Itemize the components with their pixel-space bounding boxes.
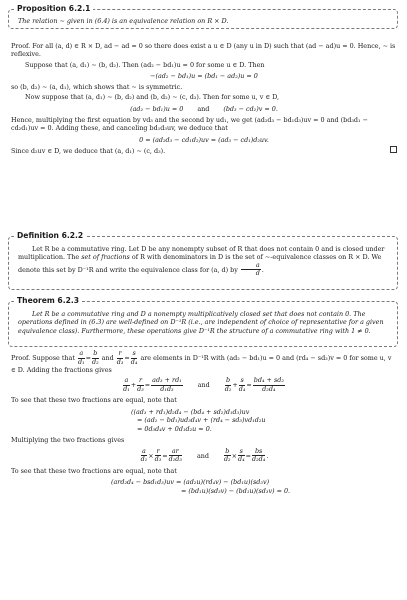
fraction-numerator: a: [241, 262, 261, 271]
equals-sign: =: [246, 381, 252, 390]
proposition-title: Proposition 6.2.1: [14, 4, 93, 14]
times-sign: ×: [231, 451, 237, 460]
equation-transitive-a: (ad₂ − bd₁)u = 0: [130, 104, 184, 113]
definition-text-part2: of R with denominators in D is the set of ∼-equivalence classes on R × D. We denote this set by D⁻¹R and write the equivalence class for (a, d) by: [18, 253, 382, 274]
frac-den: d₃: [154, 455, 162, 464]
fraction-s-d4: [131, 350, 138, 366]
frac-den: d₁: [123, 384, 130, 393]
proof1-conclusion: [11, 147, 397, 155]
plus-sign: +: [232, 381, 238, 390]
frac-num: a: [142, 446, 146, 455]
frac-den: d₁d₃: [168, 455, 182, 464]
theorem-title: Theorem 6.2.3: [14, 296, 82, 306]
proof1-multiply-text: Hence, multiplying the first equation by vd₃ and the second by ud₁, we get (ad₂d₃ − bd₁d₃)uv = 0 and (bd₃d₁ − cd₂d₁)uv = 0. Adding these, and canceling bd₁d₃uv, we deduce that: [11, 116, 368, 133]
frac-den: d₃: [137, 384, 144, 393]
frac: [137, 377, 144, 393]
frac-num: r: [138, 376, 142, 385]
period: .: [266, 451, 269, 460]
equation-line: = (ad₂ − bd₁)ud₃d₄v + (rd₄ − sd₃)vd₁d₂u: [137, 416, 266, 425]
frac-num: bs: [252, 448, 265, 457]
frac: [239, 377, 246, 393]
frac-den: d₄: [237, 455, 245, 464]
equation-and-word: and: [197, 381, 210, 390]
frac-num: b: [226, 376, 231, 385]
frac-den: d₂d₄: [262, 384, 276, 393]
equation-line: = (bd₁u)(sd₃v) − (bd₁u)(sd₃v) = 0.: [181, 486, 291, 495]
frac: [225, 377, 232, 393]
proof1-symmetric-conclusion: so (b, d₂) ∼ (a, d₁), which shows that ∼ is symmetric.: [11, 83, 183, 92]
equals-sign: =: [85, 354, 91, 362]
frac-den: d₄: [130, 357, 138, 366]
definition-text-part1: Let R be a commutative ring. Let D be any nonempty subset of R that does not contain 0 and is closed under multiplication. The: [18, 245, 385, 262]
theorem-statement: Let R be a commutative ring and D a nonempty multiplicatively closed set that does not contain 0. The operations defined in (6.3) are well-defined on D⁻¹R (i.e., are independent of choice of representative for a given equivalence class). Furthermore, these operations give D⁻¹R the structure of a commutative ring with 1 ≠ 0.: [18, 310, 384, 335]
proof1-symmetric-intro: Suppose that (a, d₁) ∼ (b, d₂). Then (ad₂ − bd₁)u = 0 for some u ∈ D. Then: [25, 60, 265, 69]
proof2-intro-c: are elements in D⁻¹R with (ad₂ − bd₁)u = 0 and (rd₄ − sd₃)v = 0 for some u, v ∈ D. Adding the fractions gives: [11, 354, 392, 374]
proof2-multiply-intro: Multiplying the two fractions gives: [11, 436, 125, 445]
frac-num: r: [118, 349, 122, 357]
definition-text: [18, 245, 388, 278]
frac: [252, 448, 265, 464]
equation-deduce: 0 = (ad₂d₃ − cd₁d₂)uv = (ad₃ − cd₁)d₂uv.: [139, 135, 269, 144]
equation-symmetric: −(ad₂ − bd₁)u = (bd₁ − ad₂)u = 0: [150, 71, 258, 80]
frac-num: b: [93, 349, 98, 357]
equals-sign: =: [245, 451, 251, 460]
frac: [155, 448, 162, 464]
equals-sign: =: [144, 381, 151, 390]
qed-square-icon: [390, 146, 397, 153]
equation-multiplication-check: [111, 478, 397, 495]
equation-line: = 0d₃d₄v + 0d₁d₂u = 0.: [137, 424, 212, 433]
equation-and-word: and: [196, 451, 209, 460]
fraction-a-d1: [78, 350, 85, 366]
definition-title: Definition 6.2.2: [14, 231, 86, 241]
frac-den: d₁: [77, 357, 85, 366]
equation-and-word: and: [197, 104, 210, 113]
equation-line: ((ad₃ + rd₁)d₂d₄ − (bd₄ + sd₂)d₁d₃)uv: [131, 407, 250, 416]
definition-box: [8, 231, 398, 290]
frac-den: d₁d₃: [160, 384, 174, 393]
proof2-note-multiplication: To see that these two fractions are equal, note that: [11, 466, 177, 475]
plus-sign: +: [130, 381, 137, 390]
frac-den: d₂d₄: [252, 455, 266, 464]
frac: [169, 448, 182, 464]
proposition-statement: The relation ∼ given in (6.4) is an equivalence relation on R × D.: [18, 17, 229, 25]
proof2-intro-a: Proof. Suppose that: [11, 354, 77, 362]
frac-num: ar: [169, 448, 182, 457]
proposition-box: [8, 4, 398, 29]
frac-den: d₂: [91, 357, 99, 366]
equation-transitive-pair: [11, 105, 397, 113]
fraction-denominator: d: [255, 269, 260, 278]
definition-term: set of fractions: [81, 253, 130, 262]
proof2-intro-and: and: [99, 354, 116, 362]
times-sign: ×: [148, 451, 154, 460]
frac-num: s: [132, 349, 136, 357]
frac-num: b: [225, 446, 230, 455]
frac-den: d₁: [140, 455, 148, 464]
proof1-transitive-intro: Now suppose that (a, d₁) ∼ (b, d₂) and (b, d₂) ∼ (c, d₃). Then for some u, v ∈ D,: [25, 93, 280, 102]
frac: [151, 377, 183, 393]
proof2-note-addition: To see that these two fractions are equal, note that: [11, 396, 177, 405]
frac-num: a: [79, 349, 84, 357]
equation-addition: [11, 377, 397, 393]
frac-num: bd₄ + sd₂: [253, 376, 284, 385]
equals-sign: =: [124, 354, 130, 362]
proof-proposition: [11, 42, 397, 157]
frac-den: d₂: [223, 455, 231, 464]
proof-theorem: [11, 350, 397, 498]
frac-den: d₃: [116, 357, 124, 366]
equation-multiplication: [11, 448, 397, 464]
frac: [253, 377, 285, 393]
definition-fraction: [241, 262, 261, 278]
proof1-conclusion-text: Since d₂uv ∈ D, we deduce that (a, d₁) ∼ (c, d₃).: [11, 146, 166, 155]
frac: [238, 448, 245, 464]
equation-line: (ard₂d₄ − bsd₁d₃)uv = (ad₂u)(rd₄v) − (bd₁u)(sd₃v): [111, 477, 270, 486]
frac-num: a: [124, 376, 129, 385]
frac-num: r: [156, 446, 160, 455]
definition-end: .: [261, 265, 264, 274]
frac-den: d₂: [224, 384, 232, 393]
proof2-intro: [11, 350, 397, 374]
equation-transitive-b: (bd₃ − cd₂)v = 0.: [223, 104, 278, 113]
frac-num: s: [240, 376, 244, 385]
frac-den: d₄: [238, 384, 246, 393]
equation-addition-check: [131, 408, 397, 434]
frac: [224, 448, 231, 464]
frac-num: s: [239, 446, 243, 455]
fraction-b-d2: [92, 350, 99, 366]
frac-num: ad₃ + rd₁: [152, 376, 182, 385]
frac: [141, 448, 148, 464]
proof1-reflexive: Proof. For all (a, d) ∈ R × D, ad − ad = 0 so there does exist a u ∈ D (any u in D) such that (ad − ad)u = 0. Hence, ∼ is reflexive.: [11, 42, 396, 59]
frac: [123, 377, 130, 393]
fraction-r-d3: [117, 350, 124, 366]
equals-sign: =: [162, 451, 168, 460]
theorem-box: [8, 296, 398, 347]
